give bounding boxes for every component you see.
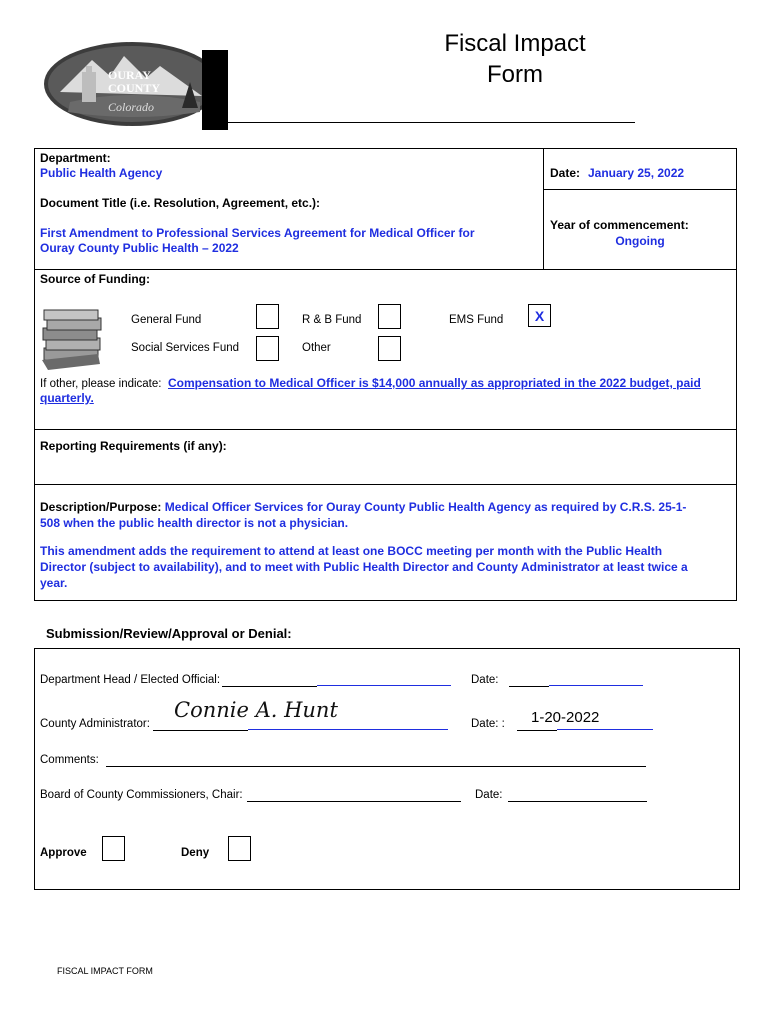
title-underline [228,122,635,123]
description-label: Description/Purpose: [40,500,162,514]
deny-label: Deny [181,847,210,859]
county-admin-signature-line[interactable] [153,730,248,731]
document-title-label: Document Title (i.e. Resolution, Agreement, etc.): [40,196,321,210]
ems-fund-checkbox[interactable] [528,304,551,327]
logo-text-county: COUNTY [108,81,161,95]
dept-head-signature-line[interactable] [222,686,317,687]
general-fund-label: General Fund [131,314,202,326]
document-title-line2: Ouray County Public Health – 2022 [40,241,239,255]
other-indicate-line1: Compensation to Medical Officer is $14,000 annually as appropriated in the 2022 budget, paid [168,376,701,390]
commencement-label: Year of commencement: [550,218,689,232]
divider-title [35,269,736,270]
description-block [40,499,730,591]
divider-reporting [35,484,736,485]
county-admin-date-value[interactable]: 1-20-2022 [531,709,600,726]
date-label: Date: [550,166,581,180]
general-fund-checkbox[interactable] [256,304,279,329]
other-fund-checkbox[interactable] [378,336,401,361]
description-para2[interactable] [40,543,730,591]
county-admin-label: County Administrator: [40,718,150,730]
other-indicate-line2: quarterly. [40,391,94,405]
dept-head-date-label: Date: [471,674,499,686]
other-fund-label: Other [302,342,331,354]
department-label: Department: [40,151,111,165]
logo-text-colorado: Colorado [108,100,155,114]
footer-text: FISCAL IMPACT FORM [57,966,153,976]
reporting-label: Reporting Requirements (if any): [40,439,227,453]
description-para2-line1: This amendment adds the requirement to attend at least one BOCC meeting per month with the Public Health [40,544,663,558]
dept-head-date-line-blue [549,685,643,686]
divider-dept [543,189,736,190]
other-indicate-label: If other, please indicate: [40,378,162,390]
dept-head-date-line[interactable] [509,686,549,687]
board-date-line[interactable] [508,801,647,802]
funding-label: Source of Funding: [40,272,150,286]
description-value-line1[interactable]: Medical Officer Services for Ouray County Public Health Agency as required by C.R.S. 25-1- [164,500,687,514]
description-para2-line2: Director (subject to availability), and to meet with Public Health Director and County Administrator at least twice a [40,560,688,574]
dept-head-signature-line-blue [317,685,451,686]
document-title-value[interactable] [40,226,475,256]
county-admin-signature: Connie A. Hunt [174,698,338,722]
comments-line[interactable] [106,766,646,767]
form-title [400,28,630,90]
ems-fund-check-mark: X [534,308,545,324]
rb-fund-label: R & B Fund [302,314,362,326]
county-admin-signature-line-blue [248,729,448,730]
dept-head-label: Department Head / Elected Official: [40,674,221,686]
county-logo [42,38,232,130]
county-admin-date-label: Date: : [471,718,505,730]
form-title-line2: Form [487,61,543,88]
form-title-line1: Fiscal Impact [444,30,586,57]
description-line1 [40,499,730,515]
social-services-fund-checkbox[interactable] [256,336,279,361]
description-line2[interactable]: 508 when the public health director is not a physician. [40,516,349,530]
ems-fund-label: EMS Fund [449,314,504,326]
logo-text-ouray: OURAY [108,68,151,82]
board-signature-line[interactable] [247,801,461,802]
commencement-value[interactable]: Ongoing [615,234,665,248]
county-admin-date-line-blue [557,729,653,730]
other-indicate-value[interactable] [40,376,732,406]
money-stack-icon [40,308,104,372]
submission-heading: Submission/Review/Approval or Denial: [46,626,292,641]
social-services-fund-label: Social Services Fund [131,342,240,354]
board-label: Board of County Commissioners, Chair: [40,789,243,801]
description-para2-line3: year. [40,576,68,590]
comments-label: Comments: [40,754,99,766]
approve-checkbox[interactable] [102,836,125,861]
date-value[interactable]: January 25, 2022 [588,166,685,180]
divider-funding [35,429,736,430]
approve-label: Approve [40,847,87,859]
date-column-divider [543,149,544,269]
document-title-line1: First Amendment to Professional Services Agreement for Medical Officer for [40,226,475,240]
board-date-label: Date: [475,789,503,801]
county-admin-date-line [517,730,557,731]
rb-fund-checkbox[interactable] [378,304,401,329]
department-value[interactable]: Public Health Agency [40,166,163,180]
deny-checkbox[interactable] [228,836,251,861]
